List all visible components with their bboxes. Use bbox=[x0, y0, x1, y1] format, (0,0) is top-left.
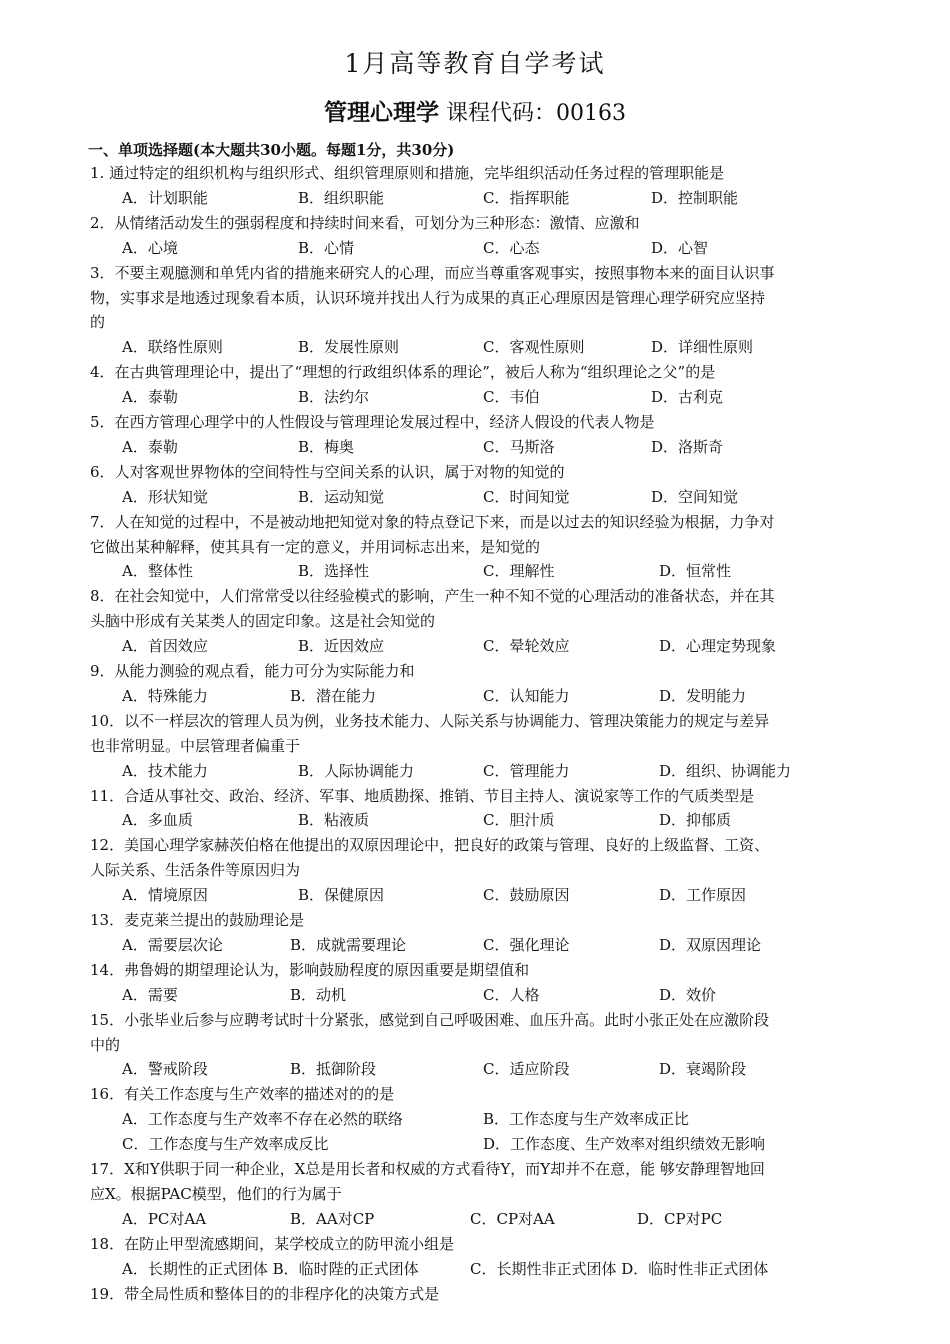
answer-option: D．心理定势现象 bbox=[659, 637, 777, 656]
question-stem: 9．从能力测验的观点看，能力可分为实际能力和 bbox=[90, 662, 415, 680]
answer-option: A．PC对AA bbox=[122, 1209, 207, 1228]
question-stem: 8．在社会知觉中，人们常常受以往经验模式的影响，产生一种不知不觉的心理活动的准备状态，并在其 bbox=[90, 587, 775, 606]
question-stem: 11．合适从事社交、政治、经济、军事、地质勘探、推销、节目主持人、演说家等工作的气质类型是 bbox=[90, 786, 755, 805]
question-stem-continued: 的 bbox=[90, 313, 106, 332]
answer-option: C．长期性非正式团体 D．临时性非正式团体 bbox=[470, 1259, 769, 1278]
answer-option: B．AA对CP bbox=[290, 1209, 375, 1228]
exam-title: 1月高等教育自学考试 bbox=[344, 49, 606, 78]
answer-option: A．整体性 bbox=[122, 562, 193, 581]
question-stem: 1. 通过特定的组织机构与组织形式、组织管理原则和措施，完毕组织活动任务过程的管理职能是 bbox=[90, 164, 725, 182]
course-heading bbox=[0, 94, 950, 127]
answer-option: A．需要层次论 bbox=[122, 935, 223, 954]
answer-option: C．适应阶段 bbox=[483, 1060, 570, 1079]
answer-option: D．组织、协调能力 bbox=[659, 761, 792, 780]
answer-option: D．效价 bbox=[659, 985, 717, 1004]
answer-option: C．韦伯 bbox=[483, 388, 540, 407]
answer-option: C．晕轮效应 bbox=[483, 637, 570, 656]
course-name: 管理心理学 bbox=[324, 99, 439, 126]
answer-option: B．抵御阶段 bbox=[290, 1060, 377, 1079]
question-stem-continued: 头脑中形成有关某类人的固定印象。这是社会知觉的 bbox=[90, 612, 436, 631]
question-stem: 14．弗鲁姆的期望理论认为，影响鼓励程度的原因重要是期望值和 bbox=[90, 960, 530, 979]
answer-option: B．发展性原则 bbox=[298, 338, 400, 357]
answer-option: D．发明能力 bbox=[659, 686, 747, 705]
answer-option: B．选择性 bbox=[298, 562, 370, 581]
answer-option: A．需要 bbox=[122, 985, 178, 1004]
answer-option: B．运动知觉 bbox=[298, 487, 385, 506]
answer-option: D．抑郁质 bbox=[659, 811, 732, 830]
answer-option: C．心态 bbox=[483, 238, 540, 257]
question-stem: 16．有关工作态度与生产效率的描述对的的是 bbox=[90, 1085, 395, 1104]
answer-option: D．衰竭阶段 bbox=[659, 1060, 747, 1079]
question-stem: 2．从情绪活动发生的强弱程度和持续时间来看，可划分为三种形态：激情、应激和 bbox=[90, 213, 640, 232]
answer-option: D．洛斯奇 bbox=[651, 437, 724, 456]
answer-option: C．管理能力 bbox=[483, 761, 570, 780]
question-stem-continued: 应X。根据PAC模型，他们的行为属于 bbox=[90, 1184, 342, 1203]
answer-option: A．首因效应 bbox=[122, 637, 208, 656]
question-stem: 6．人对客观世界物体的空间特性与空间关系的认识，属于对物的知觉的 bbox=[90, 462, 565, 481]
question-stem-continued: 它做出某种解释，使其具有一定的意义，并用词标志出来，是知觉的 bbox=[90, 537, 541, 556]
answer-option: B．潜在能力 bbox=[290, 686, 377, 705]
question-stem: 17．X和Y供职于同一种企业，X总是用长者和权威的方式看待Y，而Y却并不在意，能 够安静理智地回 bbox=[90, 1160, 765, 1178]
answer-option: C．鼓励原因 bbox=[483, 886, 570, 905]
answer-option: B．法约尔 bbox=[298, 388, 370, 407]
answer-option: C．理解性 bbox=[483, 562, 555, 581]
question-stem-continued: 也非常明显。中层管理者偏重于 bbox=[90, 736, 301, 755]
answer-option: B．组织职能 bbox=[298, 188, 385, 207]
question-stem: 5．在西方管理心理学中的人性假设与管理理论发展过程中，经济人假设的代表人物是 bbox=[90, 413, 655, 431]
answer-option: D．双原因理论 bbox=[659, 935, 762, 954]
answer-option: A．技术能力 bbox=[122, 761, 208, 780]
answer-option: A．长期性的正式团体 B．临时陛的正式团体 bbox=[122, 1259, 419, 1278]
answer-option: C．认知能力 bbox=[483, 686, 570, 705]
answer-option: D．工作原因 bbox=[659, 886, 747, 905]
answer-option: C．强化理论 bbox=[483, 935, 570, 954]
question-stem: 10．以不一样层次的管理人员为例，业务技术能力、人际关系与协调能力、管理决策能力的规定与差异 bbox=[90, 711, 770, 730]
question-stem: 12．美国心理学家赫茨伯格在他提出的双原因理论中，把良好的政策与管理、良好的上级监督、工资、 bbox=[90, 836, 770, 855]
answer-option: A．多血质 bbox=[122, 811, 193, 830]
question-stem-continued: 中的 bbox=[90, 1035, 121, 1054]
answer-option: B．梅奥 bbox=[298, 437, 355, 456]
answer-option: D．空间知觉 bbox=[651, 487, 739, 506]
question-stem: 15．小张毕业后参与应聘考试时十分紧张，感觉到自己呼吸困难、血压升高。此时小张正处在应激阶段 bbox=[90, 1010, 770, 1029]
question-stem: 19．带全局性质和整体目的的非程序化的决策方式是 bbox=[90, 1284, 440, 1303]
answer-option: D．CP对PC bbox=[637, 1209, 723, 1228]
answer-option: C．工作态度与生产效率成反比 bbox=[122, 1135, 329, 1154]
answer-option: B．近因效应 bbox=[298, 637, 385, 656]
answer-option: D．恒常性 bbox=[659, 562, 732, 581]
answer-option: C．CP对AA bbox=[470, 1209, 555, 1228]
question-stem: 4．在古典管理理论中，提出了“理想的行政组织体系的理论”，被后人称为“组织理论之父”的是 bbox=[90, 363, 716, 382]
answer-option: C．马斯洛 bbox=[483, 437, 555, 456]
answer-option: B．粘液质 bbox=[298, 811, 370, 830]
question-stem: 13．麦克莱兰提出的鼓励理论是 bbox=[90, 911, 305, 929]
answer-option: B．成就需要理论 bbox=[290, 935, 407, 954]
answer-option: B．动机 bbox=[290, 985, 347, 1004]
answer-option: C．人格 bbox=[483, 985, 540, 1004]
answer-option: A．警戒阶段 bbox=[122, 1060, 208, 1079]
answer-option: A．情境原因 bbox=[122, 886, 208, 905]
question-stem: 7．人在知觉的过程中，不是被动地把知觉对象的特点登记下来，而是以过去的知识经验为根据，力争对 bbox=[90, 512, 775, 531]
answer-option: D．工作态度、生产效率对组织绩效无影响 bbox=[483, 1135, 766, 1154]
question-stem: 3．不要主观臆测和单凭内省的措施来研究人的心理，而应当尊重客观事实，按照事物本来的面目认识事 bbox=[90, 263, 775, 282]
question-stem-continued: 人际关系、生活条件等原因归为 bbox=[90, 861, 301, 880]
answer-option: A．计划职能 bbox=[122, 188, 208, 207]
course-code: 课程代码：00163 bbox=[446, 101, 626, 126]
answer-option: A．心境 bbox=[122, 238, 178, 257]
answer-option: C．时间知觉 bbox=[483, 487, 570, 506]
answer-option: B．心情 bbox=[298, 238, 355, 257]
answer-option: C．指挥职能 bbox=[483, 188, 570, 207]
answer-option: B．保健原因 bbox=[298, 886, 385, 905]
section-title: 一、单项选择题(本大题共30小题。每题1分，共30分) bbox=[88, 141, 455, 159]
answer-option: A．泰勒 bbox=[122, 388, 178, 407]
answer-option: D．心智 bbox=[651, 238, 709, 257]
answer-option: B．人际协调能力 bbox=[298, 761, 415, 780]
question-stem-continued: 物，实事求是地透过现象看本质，认识环境并找出人行为成果的真正心理原因是管理心理学研究应坚持 bbox=[90, 288, 766, 307]
answer-option: C．胆汁质 bbox=[483, 811, 555, 830]
answer-option: A．形状知觉 bbox=[122, 487, 208, 506]
answer-option: A．泰勒 bbox=[122, 437, 178, 456]
question-stem: 18．在防止甲型流感期间，某学校成立的防甲流小组是 bbox=[90, 1234, 455, 1253]
answer-option: D．控制职能 bbox=[651, 188, 739, 207]
answer-option: C．客观性原则 bbox=[483, 338, 585, 357]
answer-option: A．特殊能力 bbox=[122, 686, 208, 705]
answer-option: A．工作态度与生产效率不存在必然的联络 bbox=[122, 1110, 403, 1129]
answer-option: A．联络性原则 bbox=[122, 338, 223, 357]
answer-option: B．工作态度与生产效率成正比 bbox=[483, 1110, 690, 1129]
answer-option: D．古利克 bbox=[651, 388, 724, 407]
answer-option: D．详细性原则 bbox=[651, 338, 754, 357]
